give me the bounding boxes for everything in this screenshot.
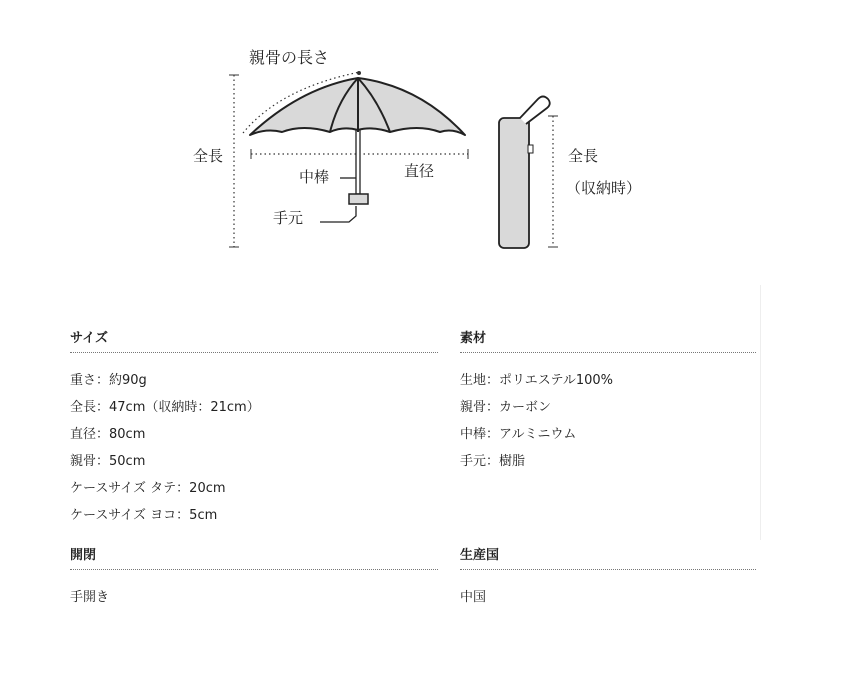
section-title: サイズ bbox=[70, 331, 108, 346]
section-title: 素材 bbox=[460, 331, 487, 346]
section-divider bbox=[70, 352, 438, 353]
spec-item: ケースサイズ ヨコ：5cm bbox=[70, 508, 218, 523]
spec-item: 中国 bbox=[460, 590, 487, 605]
spec-item: 親骨：カーボン bbox=[460, 400, 552, 415]
origin-section bbox=[460, 547, 756, 611]
shaft-icon bbox=[356, 130, 360, 194]
spec-item: 全長：47cm（収納時：21cm） bbox=[70, 400, 260, 415]
handle-icon bbox=[349, 194, 368, 204]
spec-list bbox=[70, 367, 438, 529]
umbrella-dimension-diagram bbox=[0, 0, 847, 270]
spec-list bbox=[460, 584, 756, 611]
spec-item: ケースサイズ タテ：20cm bbox=[70, 481, 226, 496]
shaft-label: 中棒 bbox=[299, 168, 330, 186]
spec-item: 手開き bbox=[70, 590, 110, 605]
spec-list bbox=[70, 584, 438, 611]
spec-item: 重さ：約90g bbox=[70, 373, 147, 388]
material-section bbox=[460, 330, 756, 475]
closed-length-note: （収納時） bbox=[566, 179, 642, 197]
spec-item: 手元：樹脂 bbox=[460, 454, 526, 469]
strap-loop-icon bbox=[520, 97, 550, 125]
vertical-divider bbox=[760, 285, 761, 540]
section-title: 開閉 bbox=[70, 548, 97, 563]
handle-leader bbox=[320, 206, 356, 222]
section-title: 生産国 bbox=[460, 548, 500, 563]
rib-length-label: 親骨の長さ bbox=[249, 48, 330, 67]
section-divider bbox=[460, 569, 756, 570]
closed-umbrella-button bbox=[528, 145, 533, 153]
spec-item: 直径：80cm bbox=[70, 427, 146, 442]
spec-list bbox=[460, 367, 756, 475]
diameter-label: 直径 bbox=[404, 162, 435, 180]
section-divider bbox=[460, 352, 756, 353]
opening-section bbox=[70, 547, 438, 611]
spec-item: 生地：ポリエステル100% bbox=[460, 373, 613, 388]
total-length-label: 全長 bbox=[193, 147, 224, 165]
spec-item: 親骨：50cm bbox=[70, 454, 146, 469]
size-section bbox=[70, 330, 438, 529]
closed-umbrella-icon bbox=[499, 118, 529, 248]
handle-label: 手元 bbox=[273, 209, 304, 227]
rib-length-tip bbox=[357, 71, 361, 75]
umbrella-diagram-svg bbox=[0, 0, 847, 270]
closed-length-label: 全長 bbox=[568, 147, 599, 165]
spec-item: 中棒：アルミニウム bbox=[460, 427, 577, 442]
section-divider bbox=[70, 569, 438, 570]
